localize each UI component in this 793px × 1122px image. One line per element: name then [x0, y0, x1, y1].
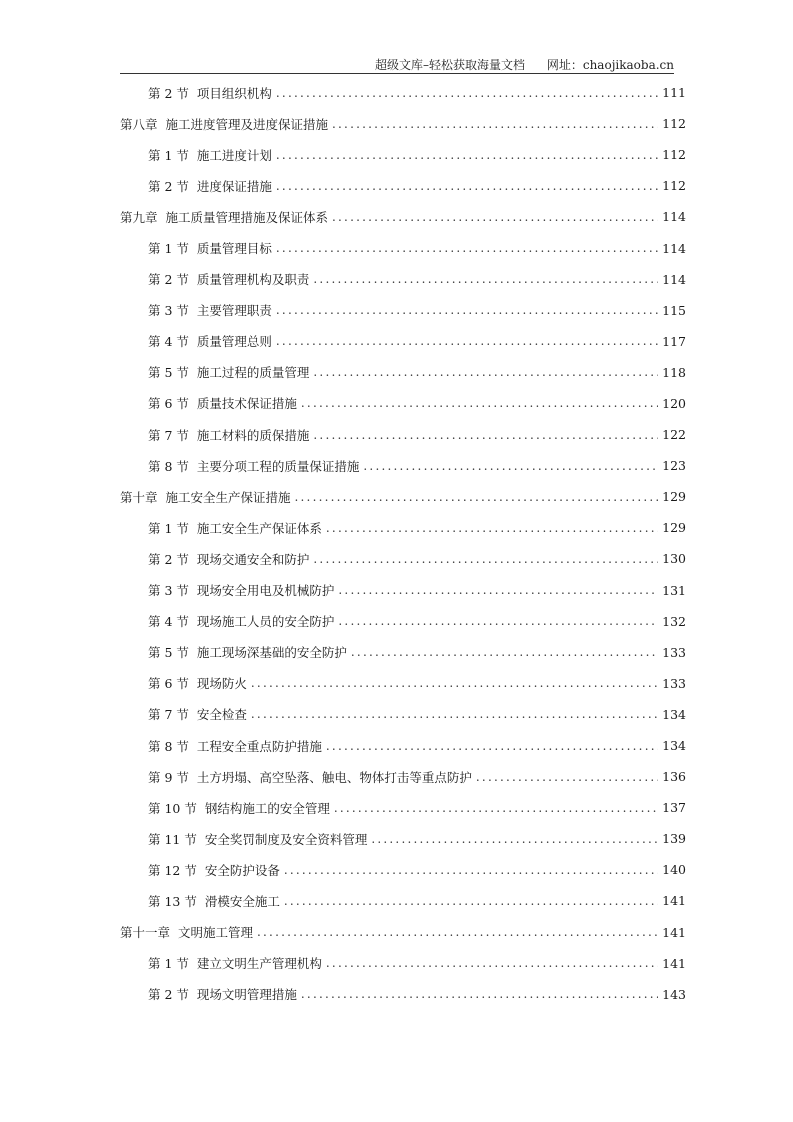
toc-entry-section[interactable] [120, 170, 686, 201]
toc-entry-title: 现场安全用电及机械防护 [196, 583, 335, 599]
toc-page-number: 129 [662, 489, 686, 505]
toc-leader-dots [276, 86, 658, 100]
toc-page-number: 114 [662, 240, 686, 256]
toc-page-number: 111 [662, 85, 686, 101]
toc-leader-dots [313, 365, 658, 379]
toc-leader-dots [276, 179, 658, 193]
toc-page-number: 134 [662, 738, 686, 754]
toc-entry-chapter[interactable] [120, 201, 686, 232]
toc-entry-number: 第 1 节 [148, 241, 189, 257]
toc-entry-section[interactable] [120, 139, 686, 170]
toc-page-number: 141 [662, 893, 686, 909]
toc-page-number: 132 [662, 613, 686, 629]
toc-page-number: 141 [662, 924, 686, 940]
toc-leader-dots [276, 148, 658, 162]
toc-leader-dots [276, 303, 658, 317]
toc-page-number: 136 [662, 769, 686, 785]
toc-entry-chapter[interactable] [120, 108, 686, 139]
toc-leader-dots [276, 334, 658, 348]
toc-leader-dots [338, 614, 658, 628]
toc-entry-title: 现场交通安全和防护 [196, 551, 310, 567]
toc-page-number: 141 [662, 955, 686, 971]
toc-page-number: 143 [662, 986, 686, 1002]
toc-leader-dots [313, 272, 658, 286]
toc-entry-number: 第 11 节 [148, 831, 197, 847]
table-of-contents [120, 77, 686, 1010]
toc-entry-section[interactable] [120, 450, 686, 481]
toc-entry-section[interactable] [120, 388, 686, 419]
toc-page-number: 112 [662, 178, 686, 194]
toc-leader-dots [301, 987, 658, 1001]
toc-leader-dots [351, 645, 658, 659]
toc-entry-number: 第 8 节 [148, 738, 189, 754]
toc-page-number: 139 [662, 831, 686, 847]
toc-entry-section[interactable] [120, 668, 686, 699]
toc-entry-section[interactable] [120, 823, 686, 854]
toc-entry-title: 施工过程的质量管理 [196, 365, 310, 381]
toc-entry-title: 钢结构施工的安全管理 [204, 800, 330, 816]
toc-leader-dots [338, 583, 658, 597]
toc-entry-number: 第 13 节 [148, 893, 197, 909]
toc-entry-title: 项目组织机构 [196, 85, 272, 101]
toc-leader-dots [313, 552, 658, 566]
toc-entry-title: 施工安全生产保证措施 [165, 489, 291, 505]
toc-entry-number: 第十章 [120, 489, 158, 505]
toc-leader-dots [332, 210, 658, 224]
toc-leader-dots [257, 925, 658, 939]
toc-page-number: 140 [662, 862, 686, 878]
toc-entry-section[interactable] [120, 792, 686, 823]
toc-leader-dots [332, 117, 658, 131]
toc-entry-section[interactable] [120, 326, 686, 357]
page-header [120, 56, 674, 74]
toc-entry-section[interactable] [120, 948, 686, 979]
toc-page-number: 114 [662, 271, 686, 287]
toc-entry-title: 施工安全生产保证体系 [196, 520, 322, 536]
toc-entry-number: 第 6 节 [148, 676, 189, 692]
toc-entry-number: 第 2 节 [148, 85, 189, 101]
toc-entry-title: 施工进度计划 [196, 147, 272, 163]
toc-leader-dots [326, 739, 658, 753]
toc-entry-title: 现场防火 [196, 676, 247, 692]
toc-entry-number: 第 2 节 [148, 551, 189, 567]
toc-entry-section[interactable] [120, 512, 686, 543]
toc-entry-number: 第 2 节 [148, 178, 189, 194]
toc-entry-number: 第 4 节 [148, 334, 189, 350]
toc-entry-title: 主要分项工程的质量保证措施 [196, 458, 360, 474]
toc-entry-number: 第 7 节 [148, 427, 189, 443]
toc-entry-chapter[interactable] [120, 917, 686, 948]
toc-page-number: 120 [662, 395, 686, 411]
toc-entry-number: 第 6 节 [148, 396, 189, 412]
toc-page-number: 137 [662, 800, 686, 816]
toc-leader-dots [326, 956, 658, 970]
toc-leader-dots [301, 396, 658, 410]
toc-entry-number: 第九章 [120, 209, 158, 225]
toc-entry-title: 施工材料的质保措施 [196, 427, 310, 443]
toc-entry-title: 土方坍塌、高空坠落、触电、物体打击等重点防护 [196, 769, 472, 785]
toc-leader-dots [326, 521, 658, 535]
toc-page-number: 129 [662, 520, 686, 536]
toc-leader-dots [251, 676, 658, 690]
toc-entry-title: 安全防护设备 [204, 862, 280, 878]
toc-entry-number: 第 5 节 [148, 365, 189, 381]
toc-leader-dots [334, 801, 658, 815]
toc-leader-dots [476, 770, 658, 784]
header-site-name: 超级文库–轻松获取海量文档 [375, 58, 526, 72]
toc-entry-section[interactable] [120, 575, 686, 606]
toc-entry-number: 第十一章 [120, 925, 171, 941]
toc-leader-dots [371, 832, 658, 846]
toc-entry-number: 第 5 节 [148, 645, 189, 661]
toc-entry-chapter[interactable] [120, 481, 686, 512]
toc-page-number: 112 [662, 147, 686, 163]
toc-entry-title: 建立文明生产管理机构 [196, 956, 322, 972]
toc-entry-number: 第 8 节 [148, 458, 189, 474]
toc-leader-dots [284, 894, 658, 908]
toc-entry-title: 施工质量管理措施及保证体系 [165, 209, 329, 225]
toc-leader-dots [313, 428, 658, 442]
toc-entry-section[interactable] [120, 295, 686, 326]
toc-entry-title: 质量技术保证措施 [196, 396, 297, 412]
toc-page-number: 117 [662, 333, 686, 349]
header-url: 网址：chaojikaoba.cn [546, 58, 674, 72]
toc-entry-number: 第 9 节 [148, 769, 189, 785]
toc-entry-section[interactable] [120, 730, 686, 761]
toc-entry-section[interactable] [120, 419, 686, 450]
toc-entry-section[interactable] [120, 979, 686, 1010]
toc-entry-number: 第 10 节 [148, 800, 197, 816]
toc-page-number: 112 [662, 116, 686, 132]
toc-entry-title: 主要管理职责 [196, 303, 272, 319]
toc-entry-section[interactable] [120, 357, 686, 388]
toc-entry-title: 文明施工管理 [178, 925, 254, 941]
toc-entry-title: 质量管理目标 [196, 241, 272, 257]
toc-entry-section[interactable] [120, 77, 686, 108]
toc-entry-title: 安全检查 [196, 707, 247, 723]
toc-page-number: 130 [662, 551, 686, 567]
toc-entry-title: 工程安全重点防护措施 [196, 738, 322, 754]
toc-entry-section[interactable] [120, 761, 686, 792]
toc-entry-title: 滑模安全施工 [204, 893, 280, 909]
toc-entry-section[interactable] [120, 543, 686, 574]
toc-entry-number: 第 7 节 [148, 707, 189, 723]
toc-entry-title: 质量管理总则 [196, 334, 272, 350]
toc-entry-number: 第 2 节 [148, 987, 189, 1003]
toc-entry-section[interactable] [120, 264, 686, 295]
toc-entry-title: 质量管理机构及职责 [196, 272, 310, 288]
toc-entry-title: 安全奖罚制度及安全资料管理 [204, 831, 368, 847]
toc-page-number: 133 [662, 644, 686, 660]
toc-entry-number: 第 1 节 [148, 520, 189, 536]
toc-entry-title: 现场文明管理措施 [196, 987, 297, 1003]
toc-leader-dots [363, 459, 658, 473]
toc-entry-number: 第八章 [120, 116, 158, 132]
toc-page-number: 122 [662, 427, 686, 443]
toc-leader-dots [284, 863, 658, 877]
toc-leader-dots [276, 241, 658, 255]
toc-page-number: 118 [662, 364, 686, 380]
toc-page-number: 115 [662, 302, 686, 318]
toc-leader-dots [295, 490, 659, 504]
toc-entry-title: 进度保证措施 [196, 178, 272, 194]
toc-page-number: 133 [662, 675, 686, 691]
toc-entry-section[interactable] [120, 606, 686, 637]
toc-entry-title: 施工现场深基础的安全防护 [196, 645, 347, 661]
toc-page-number: 131 [662, 582, 686, 598]
toc-entry-section[interactable] [120, 885, 686, 916]
toc-page-number: 123 [662, 458, 686, 474]
toc-entry-number: 第 4 节 [148, 614, 189, 630]
toc-entry-section[interactable] [120, 232, 686, 263]
toc-entry-number: 第 3 节 [148, 303, 189, 319]
toc-entry-number: 第 1 节 [148, 147, 189, 163]
toc-entry-number: 第 3 节 [148, 583, 189, 599]
toc-entry-section[interactable] [120, 699, 686, 730]
toc-entry-number: 第 2 节 [148, 272, 189, 288]
toc-entry-title: 施工进度管理及进度保证措施 [165, 116, 329, 132]
toc-entry-section[interactable] [120, 637, 686, 668]
toc-page-number: 114 [662, 209, 686, 225]
toc-page-number: 134 [662, 706, 686, 722]
toc-entry-number: 第 12 节 [148, 862, 197, 878]
toc-entry-title: 现场施工人员的安全防护 [196, 614, 335, 630]
toc-entry-number: 第 1 节 [148, 956, 189, 972]
toc-entry-section[interactable] [120, 854, 686, 885]
toc-leader-dots [251, 707, 658, 721]
